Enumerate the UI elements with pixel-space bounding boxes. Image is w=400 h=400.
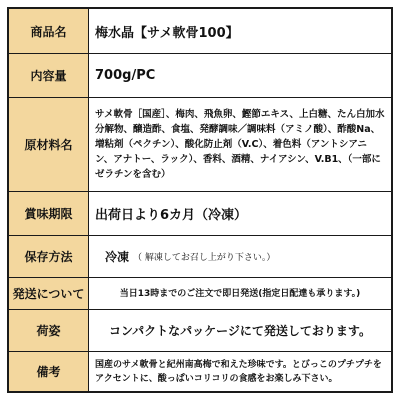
label-storage: 保存方法 [9,236,89,277]
value-remarks: 国産のサメ軟骨と紀州南高梅で和えた珍味です。とびっこのプチプチをアクセントに、酸っぱいコリコリの食感をお楽しみ下さい。 [95,359,382,384]
label-product-name: 商品名 [9,9,89,53]
storage-note: （ 解凍してお召し上がり下さい。） [133,253,276,263]
value-best-before: 出荷日より6カ月（冷凍） [95,208,248,223]
row-content-amount [9,53,391,97]
label-remarks: 備考 [9,352,89,391]
row-storage [9,235,391,277]
row-product-name [9,9,391,53]
label-packaging: 荷姿 [9,310,89,351]
label-shipping: 発送について [9,278,89,309]
row-packaging [9,309,391,351]
row-best-before [9,191,391,235]
row-shipping [9,277,391,309]
value-product-name: 梅水晶【サメ軟骨100】 [95,25,239,41]
row-ingredients [9,97,391,191]
label-content-amount: 内容量 [9,54,89,97]
value-storage [89,236,391,277]
label-ingredients: 原材料名 [9,98,89,191]
row-remarks [9,351,391,391]
label-best-before: 賞味期限 [9,192,89,235]
storage-method: 冷凍 [105,250,130,264]
value-shipping: 当日13時までのご注文で即日発送(指定日配達も承ります。) [119,288,361,299]
value-content-amount: 700g/PC [95,68,156,83]
product-spec-table [7,7,393,393]
value-packaging: コンパクトなパッケージにて発送しております。 [109,324,371,338]
value-ingredients: サメ軟骨［国産］、梅肉、飛魚卵、鰹節エキス、上白糖、たん白加水分解物、醸造酢、食塩、発酵調味／調味料（アミノ酸）、酢酸Na、増粘剤（ペクチン）、酸化防止剤（V.C）、着色料（アントシアニン、アナトー、ラック）、香料、酒精、ナイアシン、V.B1、（一部にゼラチンを含む） [95,109,385,180]
